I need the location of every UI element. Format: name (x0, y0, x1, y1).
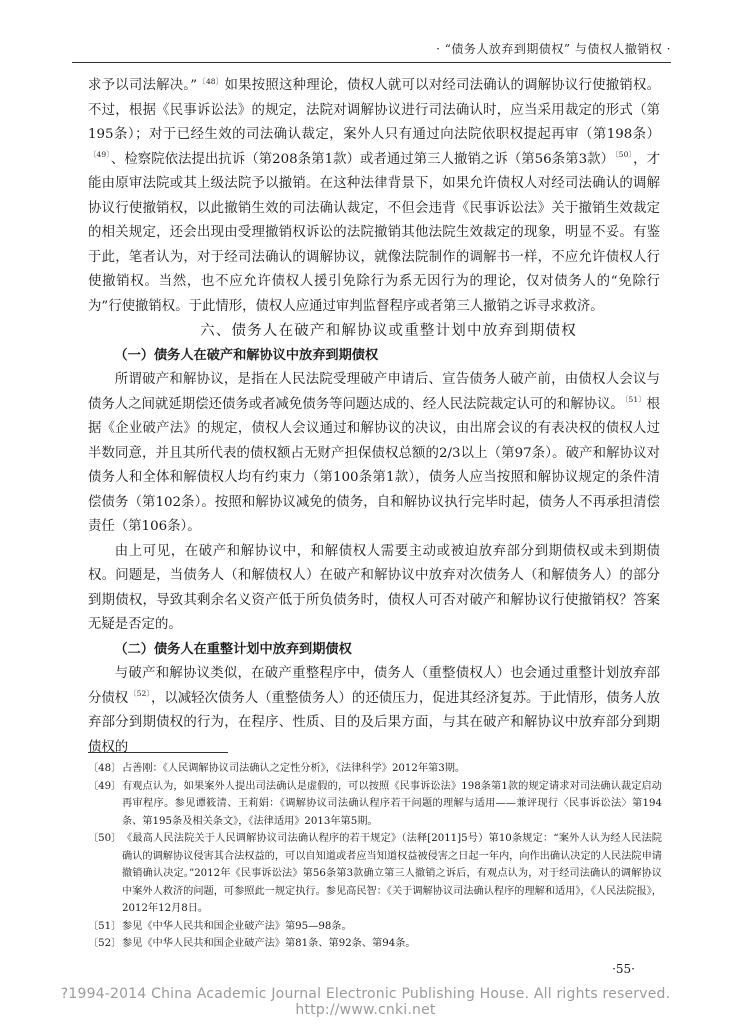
footnote-rule (88, 752, 228, 753)
footnote-item (88, 760, 662, 778)
footnote-number: 〔49〕 (88, 780, 122, 792)
footnote-text: 《最高人民法院关于人民调解协议司法确认程序的若干规定》（法释[2011]5号）第10条规定：“案外人认为经人民法院确认的调解协议侵害其合法权益的，可以自知道或者应当知道权益被侵害之日起一年内，向作出确认决定的人民法院申请撤销确认决定。”2012年《民事诉讼法》第56条第3款确立第三人撤销之诉后，有观点认为，对于经司法确认的调解协议中案外人救济的问题，可参照此一规定执行。参见高民智：《关于调解协议司法确认程序的理解和适用》，《人民法院报》，2012年12月8日。 (122, 833, 662, 914)
subsection-heading-1: （一）债务人在破产和解协议中放弃到期债权 (114, 347, 379, 363)
footnote-number: 〔48〕 (88, 763, 122, 774)
footnotes (88, 760, 662, 953)
header-rule (72, 62, 671, 63)
footnote-ref-51[interactable]: 〔51〕 (624, 395, 646, 405)
paragraph-4: 与破产和解协议类似，在破产重整程序中，债务人（重整债权人）也会通过重整计划放弃部分债权$^{〔52〕}$，以减轻次债务人（重整债务人）的还债压力，促进其经济复苏。于此情形，债务人放弃部分到期债权的行为，在程序、性质、目的及后果方面，与其在破产和解协议中放弃部分到期债权的 (88, 666, 661, 755)
footnote-item (88, 935, 662, 953)
page-number: ·55· (612, 962, 635, 976)
footnote-ref-48[interactable]: 〔48〕 (198, 76, 224, 86)
paragraph-1: 求予以司法解决。”$^{〔48〕}$如果按照这种理论，债权人就可以对经司法确认的调解协议行使撤销权。不过，根据《民事诉讼法》的规定，法院对调解协议进行司法确认时，应当采用裁定的形式（第195条）；对于已经生效的司法确认裁定，案外人只有通过向法院依职权提起再审（第198条）$^{〔49〕}$、检察院依法提出抗诉（第208条第1款）或者通过第三人撤销之诉（第56条第3款）$^{〔50〕}$，才能由原审法院或其上级法院予以撤销。在这种法律背景下，如果允许债权人对经司法确认的调解协议行使撤销权，以此撤销生效的司法确认裁定，不但会违背《民事诉讼法》关于撤销生效裁定的相关规定，还会出现由受理撤销权诉讼的法院撤销其他法院生效裁定的现象，明显不妥。有鉴于此，笔者认为，对于经司法确认的调解协议，就像法院制作的调解书一样，不应允许债权人行使撤销权。当然，也不应允许债权人援引免除行为系无因行为的理论，仅对债务人的“免除行为”行使撤销权。于此情形，债权人应通过审判监督程序或者第三人撤销之诉寻求救济。 (88, 76, 661, 314)
footnote-ref-50[interactable]: 〔50〕 (615, 150, 633, 160)
article-body (88, 74, 660, 760)
footnote-item (88, 778, 662, 831)
footnote-text: 占善刚：《人民调解协议司法确认之定性分析》，《法律科学》2012年第3期。 (122, 763, 466, 774)
footnote-item (88, 918, 662, 936)
footnote-text: 参见《中华人民共和国企业破产法》第81条、第92条、第94条。 (122, 938, 416, 949)
subsection-heading-2: （二）债务人在重整计划中放弃到期债权 (114, 641, 352, 657)
footnote-ref-49[interactable]: 〔49〕 (89, 150, 110, 160)
copyright-watermark: ?1994-2014 China Academic Journal Electronic Publishing House. All rights reserved. http://www.cnki.net (60, 986, 671, 1018)
section-heading: 六、债务人在破产和解协议或重整计划中放弃到期债权 (200, 323, 577, 339)
footnote-number: 〔50〕 (88, 833, 122, 844)
footnote-number: 〔51〕 (88, 920, 122, 932)
running-header: · “债务人放弃到期债权” 与债权人撤销权 · (436, 42, 671, 56)
paragraph-3: 由上可见，在破产和解协议中，和解债权人需要主动或被迫放弃部分到期债权或未到期债权。问题是，当债务人（和解债权人）在破产和解协议中放弃对次债务人（和解债务人）的部分到期债权，导致其剩余名义资产低于所负债务时，债权人可否对破产和解协议行使撤销权？答案无疑是否定的。 (88, 543, 660, 632)
footnote-text: 参见《中华人民共和国企业破产法》第95—98条。 (122, 920, 352, 932)
footnote-item (88, 830, 662, 918)
footnote-number: 〔52〕 (88, 938, 122, 949)
footnote-text: 有观点认为，如果案外人提出司法确认是虚假的，可以按照《民事诉讼法》198条第1款的规定请求对司法确认裁定启动再审程序。参见谭筱清、王莉娟：《调解协议司法确认程序若干问题的理解与适用——兼评现行〈民事诉讼法〉第194条、第195条及相关条文》，《法律适用》2013年第5期。 (122, 780, 662, 827)
footnote-ref-52[interactable]: 〔52〕 (129, 689, 150, 699)
paragraph-2: 所谓破产和解协议，是指在人民法院受理破产申请后、宣告债务人破产前，由债权人会议与债务人之间就延期偿还债务或者减免债务等问题达成的、经人民法院裁定认可的和解协议。$^{〔51〕}$根据《企业破产法》的规定，债权人会议通过和解协议的决议，由出席会议的有表决权的债权人过半数同意，并且其所代表的债权额占无财产担保债权总额的2/3以上（第97条）。破产和解协议对债务人和全体和解债权人均有约束力（第100条第1款），债务人应当按照和解协议规定的条件清偿债务（第102条）。按照和解协议减免的债务，自和解协议执行完毕时起，债务人不再承担清偿责任（第106条）。 (88, 372, 660, 534)
